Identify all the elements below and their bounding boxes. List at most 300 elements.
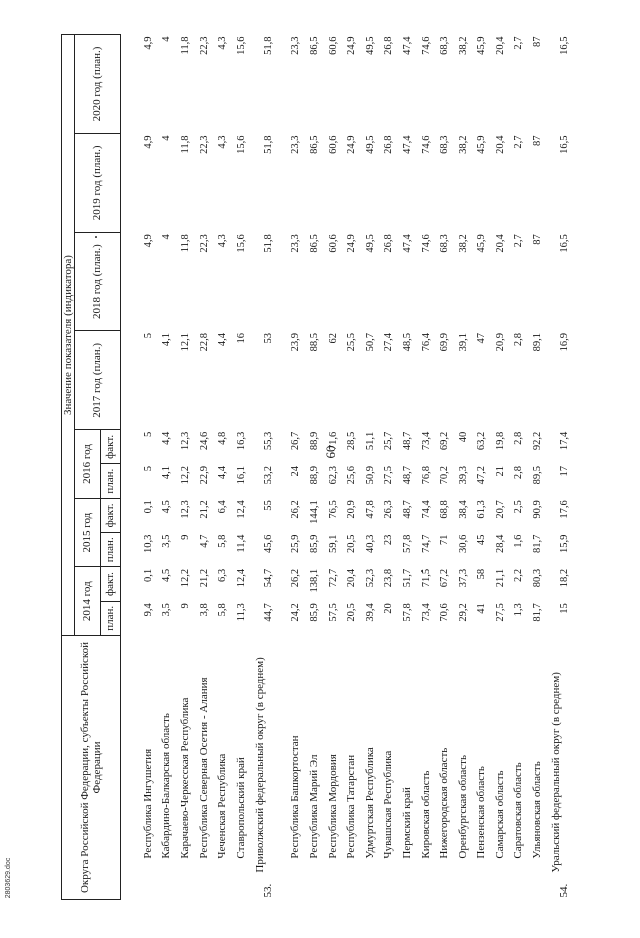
region-name: Кабардино-Балкарская область [160, 713, 173, 859]
value-cell: 73,4 [420, 431, 432, 451]
year-2015-header: 2015 год [75, 498, 101, 567]
row-number [121, 875, 158, 900]
values-group-header: Значение показателя (индикатора) [62, 35, 75, 636]
rotated-page [61, 27, 611, 900]
value-cell: 26,2 [290, 500, 302, 519]
value-cell: 23,9 [290, 332, 302, 352]
value-cell: 44,7 [263, 603, 275, 622]
row-number [435, 875, 454, 900]
region-name: Чеченская Республика [216, 753, 229, 859]
value-cell: 4,4 [161, 431, 173, 445]
value-cell: 68,3 [439, 135, 451, 154]
value-cell: 20,5 [346, 534, 358, 553]
value-cell: 60,6 [327, 135, 339, 154]
value-cell: 12,3 [179, 431, 191, 451]
value-cell: 38,2 [457, 135, 469, 154]
value-cell: 20,9 [346, 500, 358, 519]
value-cell: 73,4 [420, 603, 432, 622]
value-cell: 4,5 [161, 500, 173, 514]
table-row [380, 35, 399, 900]
value-cell: 1,6 [513, 534, 525, 548]
value-cell: 21,1 [494, 568, 506, 588]
value-cell: 4,9 [142, 234, 154, 248]
value-cell: 12,2 [179, 466, 191, 485]
year-2016-header: 2016 год [75, 430, 101, 499]
value-cell: 19,8 [494, 431, 506, 451]
value-cell: 81,7 [532, 603, 544, 622]
value-cell: 72,7 [327, 568, 339, 588]
value-cell: 24,9 [346, 36, 358, 55]
value-cell: 60,6 [327, 234, 339, 253]
value-cell: 59,1 [327, 534, 339, 553]
value-cell: 4,4 [217, 466, 229, 480]
year-2019-header: 2019 год (план.) [75, 133, 121, 232]
value-cell: 81,7 [532, 534, 544, 553]
value-cell: 25,5 [346, 332, 358, 352]
value-cell: 21,2 [198, 500, 210, 519]
value-cell: 4,5 [161, 568, 173, 583]
row-number [473, 875, 492, 900]
value-cell: 76,5 [327, 500, 339, 519]
value-cell: 12,4 [235, 568, 247, 588]
value-cell: 22,3 [198, 36, 210, 55]
value-cell: 1,3 [513, 603, 525, 617]
value-cell: 2,7 [513, 36, 525, 50]
value-cell: 0,1 [142, 500, 154, 514]
row-number [305, 875, 324, 900]
value-cell: 86,5 [308, 36, 320, 55]
table-row [528, 35, 547, 900]
value-cell: 76,4 [420, 332, 432, 352]
value-cell: 11,8 [179, 135, 191, 154]
value-cell: 38,2 [457, 234, 469, 253]
value-cell: 74,6 [420, 135, 432, 154]
value-cell: 22,3 [198, 234, 210, 253]
value-cell: 9 [179, 603, 191, 609]
value-cell: 24,9 [346, 234, 358, 253]
value-cell: 51,8 [263, 234, 275, 253]
row-number: 53. [262, 883, 275, 898]
table-viewport [61, 27, 611, 900]
value-cell: 74,4 [420, 500, 432, 519]
value-cell: 4,1 [161, 466, 173, 480]
row-number [361, 875, 380, 900]
value-cell: 61,3 [476, 500, 488, 519]
value-cell: 16,3 [235, 431, 247, 451]
value-cell: 87 [532, 234, 544, 245]
value-cell: 53 [263, 332, 275, 344]
value-cell: 4,4 [217, 332, 229, 347]
value-cell: 40 [457, 431, 469, 443]
value-cell: 23,3 [290, 36, 302, 55]
value-cell: 37,3 [457, 568, 469, 588]
value-cell: 4,3 [217, 36, 229, 50]
value-cell: 30,6 [457, 534, 469, 553]
value-cell: 5,8 [217, 534, 229, 548]
value-cell: 138,1 [308, 568, 320, 593]
value-cell: 16,5 [559, 36, 571, 55]
value-cell: 45 [476, 534, 488, 546]
value-cell: 87 [532, 135, 544, 146]
value-cell: 144,1 [308, 500, 320, 524]
value-cell: 25,6 [346, 466, 358, 485]
value-cell: 20,4 [494, 135, 506, 154]
table-row [510, 35, 529, 900]
value-cell: 16,1 [235, 466, 247, 485]
value-cell: 55,3 [263, 431, 275, 451]
table-row [213, 35, 232, 900]
value-cell: 16,5 [559, 234, 571, 253]
fact-subheader: факт. [101, 498, 121, 532]
region-name: Ставропольский край [234, 757, 247, 859]
row-number [342, 875, 361, 900]
value-cell: 4,7 [198, 534, 210, 548]
value-cell: 62,3 [327, 466, 339, 485]
value-cell: 5 [142, 332, 154, 339]
value-cell: 74,6 [420, 36, 432, 55]
table-row [435, 35, 454, 900]
value-cell: 52,3 [364, 568, 376, 588]
value-cell: 47,8 [364, 500, 376, 519]
value-cell: 26,8 [383, 234, 395, 253]
table-row [195, 35, 214, 900]
value-cell: 28,5 [346, 431, 358, 451]
value-cell: 4,8 [217, 431, 229, 445]
value-cell: 74,7 [420, 534, 432, 553]
value-cell: 55 [263, 500, 275, 511]
value-cell: 39,3 [457, 466, 469, 485]
value-cell: 57,8 [401, 603, 413, 622]
value-cell: 88,9 [308, 431, 320, 451]
value-cell: 58 [476, 568, 488, 580]
value-cell: 5 [142, 466, 154, 472]
value-cell: 6,3 [217, 568, 229, 583]
region-name: Республика Северная Осетия - Алания [197, 677, 210, 859]
value-cell: 21,2 [198, 568, 210, 588]
value-cell: 27,4 [383, 332, 395, 352]
value-cell: 18,2 [559, 568, 571, 588]
value-cell: 47 [476, 332, 488, 344]
value-cell: 86,5 [308, 135, 320, 154]
value-cell: 24 [290, 466, 302, 477]
region-name: Ульяновская область [531, 761, 544, 859]
value-cell: 68,8 [439, 500, 451, 519]
value-cell: 49,5 [364, 36, 376, 55]
table-row [547, 35, 583, 900]
value-cell: 17 [559, 466, 571, 477]
row-number [454, 875, 473, 900]
value-cell: 26,3 [383, 500, 395, 519]
value-cell: 4 [161, 135, 173, 141]
region-column-header: Округа Российской Федерации, субъекты Российской Федерации [62, 635, 121, 899]
value-cell: 15,6 [235, 234, 247, 253]
table-row [361, 35, 380, 900]
region-name: Саратовская область [512, 762, 525, 859]
value-cell: 51,1 [364, 431, 376, 451]
value-cell: 48,7 [401, 500, 413, 519]
year-2017-header: 2017 год (план.) [75, 331, 121, 430]
row-number [510, 875, 529, 900]
region-name: Карачаево-Черкесская Республика [178, 697, 191, 859]
value-cell: 20,9 [494, 332, 506, 352]
value-cell: 15,9 [559, 534, 571, 553]
value-cell: 90,9 [532, 500, 544, 519]
value-cell: 3,5 [161, 603, 173, 617]
row-number [491, 875, 510, 900]
value-cell: 2,7 [513, 234, 525, 248]
value-cell: 20 [383, 603, 395, 614]
value-cell: 11,4 [235, 534, 247, 553]
table-row [454, 35, 473, 900]
value-cell: 57,5 [327, 603, 339, 622]
value-cell: 26,8 [383, 135, 395, 154]
value-cell: 16,5 [559, 135, 571, 154]
table-row [473, 35, 492, 900]
value-cell: 5,8 [217, 603, 229, 617]
year-2018-header: 2018 год (план.) [75, 232, 121, 331]
value-cell: 48,7 [401, 466, 413, 485]
value-cell: 20,4 [494, 36, 506, 55]
row-number [232, 875, 251, 900]
value-cell: 60,6 [327, 36, 339, 55]
value-cell: 5 [142, 431, 154, 437]
value-cell: 22,3 [198, 135, 210, 154]
region-name: Чувашская Республика [382, 750, 395, 859]
value-cell: 76,8 [420, 466, 432, 485]
value-cell: 4 [161, 36, 173, 42]
value-cell: 70,2 [439, 466, 451, 485]
value-cell: 89,5 [532, 466, 544, 485]
value-cell: 88,9 [308, 466, 320, 485]
table-row [342, 35, 361, 900]
row-number [380, 875, 399, 900]
value-cell: 11,3 [235, 603, 247, 622]
value-cell: 49,5 [364, 135, 376, 154]
value-cell: 45,9 [476, 135, 488, 154]
value-cell: 2,8 [513, 332, 525, 347]
row-number [528, 875, 547, 900]
value-cell: 68,3 [439, 234, 451, 253]
plan-subheader: план. [101, 601, 121, 635]
value-cell: 47,4 [401, 234, 413, 253]
region-name: Республика Марий Эл [307, 754, 320, 859]
value-cell: 4,9 [142, 36, 154, 50]
value-cell: 24,2 [290, 603, 302, 622]
value-cell: 28,4 [494, 534, 506, 553]
value-cell: 47,2 [476, 466, 488, 485]
document-code: 2803629.doc [5, 857, 12, 899]
value-cell: 51,8 [263, 135, 275, 154]
value-cell: 49,5 [364, 234, 376, 253]
value-cell: 4 [161, 234, 173, 240]
value-cell: 11,8 [179, 36, 191, 55]
region-name: Республика Ингушетия [141, 748, 154, 859]
value-cell: 41 [476, 603, 488, 614]
region-name: Пермский край [400, 787, 413, 859]
year-2020-header: 2020 год (план.) [75, 35, 121, 134]
value-cell: 22,8 [198, 332, 210, 352]
row-number [287, 875, 306, 900]
value-cell: 50,7 [364, 332, 376, 352]
value-cell: 26,8 [383, 36, 395, 55]
value-cell: 4,1 [161, 332, 173, 347]
region-name: Самарская область [493, 770, 506, 859]
year-2014-header: 2014 год [75, 567, 101, 636]
value-cell: 12,1 [179, 332, 191, 352]
table-row [176, 35, 195, 900]
region-name: Нижегородская область [438, 747, 451, 859]
value-cell: 80,3 [532, 568, 544, 588]
row-number [195, 875, 214, 900]
value-cell: 2,7 [513, 135, 525, 149]
value-cell: 27,5 [383, 466, 395, 485]
region-name: Приволжский федеральный округ (в среднем) [253, 657, 266, 873]
table-row [305, 35, 324, 900]
value-cell: 63,2 [476, 431, 488, 451]
value-cell: 15,6 [235, 36, 247, 55]
value-cell: 40,3 [364, 534, 376, 553]
value-cell: 3,5 [161, 534, 173, 548]
value-cell: 22,9 [198, 466, 210, 485]
value-cell: 51,7 [401, 568, 413, 588]
value-cell: 89,1 [532, 332, 544, 352]
region-name: Удмуртская Республика [363, 747, 376, 859]
value-cell: 20,5 [346, 603, 358, 622]
value-cell: 23,3 [290, 135, 302, 154]
value-cell: 69,9 [439, 332, 451, 352]
table-row [398, 35, 417, 900]
value-cell: 74,6 [420, 234, 432, 253]
value-cell: 85,9 [308, 603, 320, 622]
value-cell: 48,5 [401, 332, 413, 352]
value-cell: 47,4 [401, 36, 413, 55]
value-cell: 26,7 [290, 431, 302, 451]
value-cell: 4,3 [217, 234, 229, 248]
value-cell: 23,3 [290, 234, 302, 253]
value-cell: 29,2 [457, 603, 469, 622]
value-cell: 88,5 [308, 332, 320, 352]
value-cell: 9 [179, 534, 191, 540]
value-cell: 6,4 [217, 500, 229, 514]
value-cell: 39,1 [457, 332, 469, 352]
region-name: Республика Татарстан [345, 754, 358, 859]
row-number [324, 875, 343, 900]
value-cell: 9,4 [142, 603, 154, 617]
value-cell: 51,8 [263, 36, 275, 55]
value-cell: 24,9 [346, 135, 358, 154]
value-cell: 54,7 [263, 568, 275, 588]
value-cell: 16 [235, 332, 247, 344]
value-cell: 20,7 [494, 500, 506, 519]
region-name: Оренбургская область [456, 755, 469, 859]
value-cell: 11,8 [179, 234, 191, 253]
value-cell: 57,8 [401, 534, 413, 553]
region-name: Уральский федеральный округ (в среднем) [549, 672, 562, 873]
value-cell: 62 [327, 332, 339, 344]
value-cell: 68,3 [439, 36, 451, 55]
value-cell: 0,1 [142, 568, 154, 583]
region-name: Республика Мордовия [326, 754, 339, 859]
value-cell: 70,6 [439, 603, 451, 622]
value-cell: 86,5 [308, 234, 320, 253]
table-row [121, 35, 158, 900]
value-cell: 20,4 [346, 568, 358, 588]
value-cell: 38,4 [457, 500, 469, 519]
value-cell: 48,7 [401, 431, 413, 451]
value-cell: 25,7 [383, 431, 395, 451]
value-cell: 15,6 [235, 135, 247, 154]
value-cell: 45,9 [476, 234, 488, 253]
value-cell: 4,9 [142, 135, 154, 149]
value-cell: 71,5 [420, 568, 432, 588]
table-row [232, 35, 251, 900]
value-cell: 12,2 [179, 568, 191, 588]
row-number [398, 875, 417, 900]
value-cell: 67,2 [439, 568, 451, 588]
row-number: 54. [558, 883, 571, 898]
value-cell: 27,5 [494, 603, 506, 622]
value-cell: 50,9 [364, 466, 376, 485]
value-cell: 21 [494, 466, 506, 477]
value-cell: 20,4 [494, 234, 506, 253]
value-cell: 17,4 [559, 431, 571, 451]
value-cell: 71 [439, 534, 451, 546]
value-cell: 10,3 [142, 534, 154, 553]
row-number [213, 875, 232, 900]
plan-subheader: план. [101, 464, 121, 498]
value-cell: 69,2 [439, 431, 451, 451]
value-cell: 45,9 [476, 36, 488, 55]
value-cell: 12,4 [235, 500, 247, 519]
value-cell: 39,4 [364, 603, 376, 622]
indicator-table [61, 34, 583, 900]
value-cell: 26,2 [290, 568, 302, 588]
table-body [121, 35, 583, 900]
value-cell: 2,2 [513, 568, 525, 583]
value-cell: 16,9 [559, 332, 571, 352]
value-cell: 24,6 [198, 431, 210, 451]
value-cell: 53,2 [263, 466, 275, 485]
table-row [287, 35, 306, 900]
table-row [251, 35, 287, 900]
value-cell: 23,8 [383, 568, 395, 588]
region-name: Пензенская область [475, 766, 488, 859]
value-cell: 25,9 [290, 534, 302, 553]
region-name: Республика Башкортостан [289, 735, 302, 859]
value-cell: 17,6 [559, 500, 571, 519]
value-cell: 12,3 [179, 500, 191, 519]
value-cell: 47,4 [401, 135, 413, 154]
table-row [324, 35, 343, 900]
value-cell: 87 [532, 36, 544, 47]
table-row [491, 35, 510, 900]
value-cell: 45,6 [263, 534, 275, 553]
value-cell: 15 [559, 603, 571, 614]
fact-subheader: факт. [101, 567, 121, 601]
row-number [417, 875, 436, 900]
value-cell: 85,9 [308, 534, 320, 553]
row-number [176, 875, 195, 900]
region-name: Кировская область [419, 770, 432, 859]
value-cell: 23 [383, 534, 395, 546]
row-number [158, 875, 177, 900]
value-cell: 38,2 [457, 36, 469, 55]
value-cell: 2,8 [513, 466, 525, 480]
plan-subheader: план. [101, 533, 121, 567]
value-cell: 2,5 [513, 500, 525, 514]
page-number: 60 [323, 445, 338, 459]
value-cell: 71,6 [327, 431, 339, 451]
